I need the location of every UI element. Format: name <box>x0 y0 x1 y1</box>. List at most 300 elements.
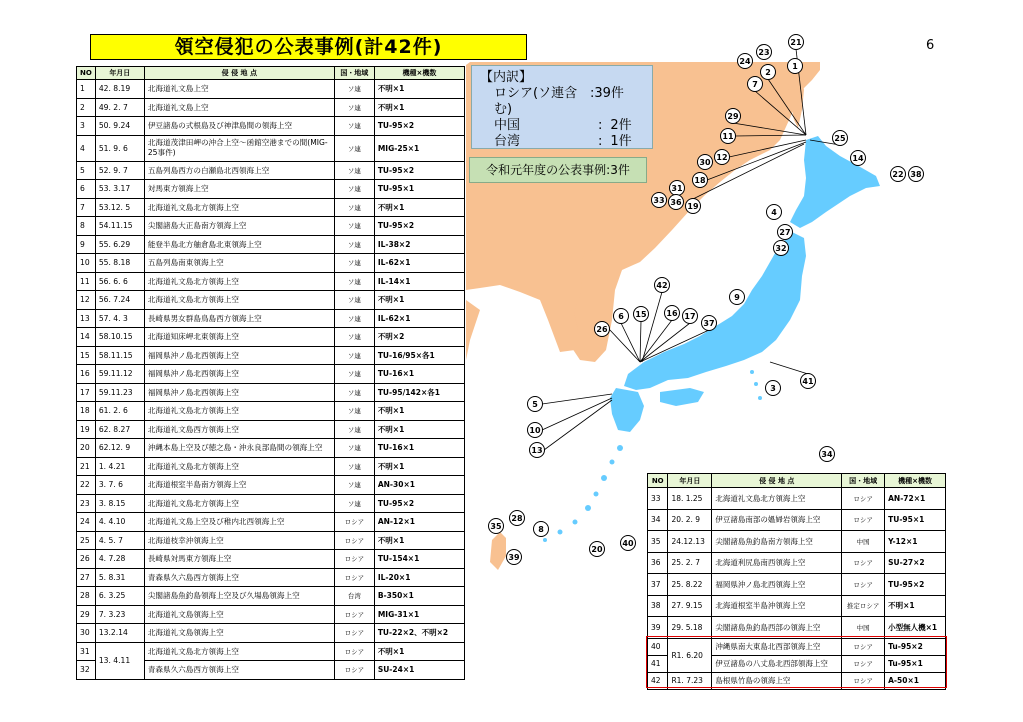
cell-place: 北海道礼文島領海上空 <box>144 605 334 624</box>
cell-place: 北海道礼文島北方領海上空 <box>144 457 334 476</box>
hokkaido <box>790 136 880 228</box>
marker-label: 26 <box>596 325 608 334</box>
cell-no: 13 <box>77 309 96 328</box>
cell-aircraft: IL-62×1 <box>374 254 464 273</box>
cell-place: 北海道茂津田岬の沖合上空～函館空港までの間(MIG-25事件) <box>144 135 334 161</box>
breakdown-count: 1件 <box>610 134 632 149</box>
marker-label: 18 <box>694 176 706 185</box>
cell-aircraft: IL-62×1 <box>374 309 464 328</box>
cell-country: ソ連 <box>334 457 374 476</box>
cell-no: 2 <box>77 98 96 117</box>
table-row <box>77 272 465 291</box>
cell-place: 伊豆諸島南部の媼婦岩領海上空 <box>712 509 842 531</box>
marker-label: 3 <box>770 384 776 393</box>
cell-date: 3. 7. 6 <box>95 476 144 495</box>
cell-no: 40 <box>648 638 668 655</box>
breakdown-box <box>471 65 653 149</box>
breakdown-count: 39件 <box>594 86 624 101</box>
cell-date: 62. 8.27 <box>95 420 144 439</box>
table-row <box>648 574 946 596</box>
cell-country: 中国 <box>842 617 885 639</box>
cell-country: 推定ロシア <box>842 595 885 617</box>
cell-date: R1. 6.20 <box>668 638 712 672</box>
marker-label: 16 <box>666 309 678 318</box>
table-row <box>648 595 946 617</box>
marker-label: 37 <box>703 319 715 328</box>
cell-place: 北海道利尻島南西領海上空 <box>712 552 842 574</box>
cell-country: ロシア <box>842 488 885 510</box>
cell-no: 25 <box>77 531 96 550</box>
cell-date: 13. 4.11 <box>95 642 144 679</box>
table-row <box>77 309 465 328</box>
cell-place: 北海道礼文島上空 <box>144 98 334 117</box>
cell-aircraft: AN-30×1 <box>374 476 464 495</box>
cell-no: 20 <box>77 439 96 458</box>
cell-country: ロシア <box>334 624 374 643</box>
cell-place: 尖閣諸島魚釣島南方領海上空 <box>712 531 842 553</box>
table-row <box>77 531 465 550</box>
cell-aircraft: TU-22×2、不明×2 <box>374 624 464 643</box>
cell-place: 北海道礼文島領海上空 <box>144 624 334 643</box>
table-row <box>77 80 465 99</box>
table-row <box>648 638 946 655</box>
cell-country: ソ連 <box>334 80 374 99</box>
marker-label: 25 <box>834 134 846 143</box>
marker-label: 38 <box>910 170 922 179</box>
cell-date: 57. 4. 3 <box>95 309 144 328</box>
cell-aircraft: 不明×1 <box>885 595 946 617</box>
marker-label: 9 <box>734 293 740 302</box>
marker-label: 12 <box>716 153 728 162</box>
marker-label: 33 <box>653 196 665 205</box>
cell-date: 13.2.14 <box>95 624 144 643</box>
table-row <box>648 552 946 574</box>
cell-aircraft: IL-38×2 <box>374 235 464 254</box>
marker-label: 39 <box>508 553 520 562</box>
cell-aircraft: 不明×1 <box>374 80 464 99</box>
cell-no: 14 <box>77 328 96 347</box>
header-no: NO <box>77 67 96 80</box>
page-title: 領空侵犯の公表事例(計42件) <box>90 34 527 60</box>
honshu <box>624 232 806 390</box>
cell-country: ソ連 <box>334 346 374 365</box>
cell-no: 35 <box>648 531 668 553</box>
cell-place: 尖閣諸島魚釣島領海上空及び久場島領海上空 <box>144 587 334 606</box>
marker-label: 4 <box>771 208 777 217</box>
cell-aircraft: MIG-31×1 <box>374 605 464 624</box>
table-row <box>77 346 465 365</box>
cell-place: 北海道枝幸沖領海上空 <box>144 531 334 550</box>
table-row <box>77 402 465 421</box>
cell-aircraft: TU-95×1 <box>885 509 946 531</box>
cell-country: ソ連 <box>334 439 374 458</box>
cell-place: 北海道礼文島北方領海上空 <box>144 198 334 217</box>
header-date: 年月日 <box>668 474 712 488</box>
marker-label: 32 <box>775 244 787 253</box>
cell-no: 18 <box>77 402 96 421</box>
cell-aircraft: Tu-95×2 <box>885 638 946 655</box>
cell-aircraft: SU-24×1 <box>374 661 464 680</box>
cell-place: 青森県久六島西方領海上空 <box>144 661 334 680</box>
breakdown-sep: : <box>598 118 603 133</box>
table-row <box>77 476 465 495</box>
table-row <box>77 217 465 236</box>
cell-place: 福岡県沖ノ島北西領海上空 <box>144 383 334 402</box>
marker-label: 27 <box>779 228 791 237</box>
cell-aircraft: TU-95×2 <box>374 217 464 236</box>
marker-label: 19 <box>687 202 699 211</box>
cell-place: 北海道礼文島北方領海上空 <box>144 642 334 661</box>
cell-no: 19 <box>77 420 96 439</box>
cell-no: 31 <box>77 642 96 661</box>
marker-label: 42 <box>656 281 668 290</box>
cell-place: 北海道礼文島北方領海上空 <box>144 402 334 421</box>
cell-country: ソ連 <box>334 291 374 310</box>
reiwa-note: 令和元年度の公表事例:3件 <box>469 157 647 183</box>
cell-no: 21 <box>77 457 96 476</box>
marker-label: 17 <box>684 312 696 321</box>
cell-date: 52. 9. 7 <box>95 161 144 180</box>
cell-place: 福岡県沖ノ島北西領海上空 <box>144 346 334 365</box>
cell-country: ソ連 <box>334 254 374 273</box>
cell-place: 沖縄県南大東島北西部領海上空 <box>712 638 842 655</box>
table-row <box>77 180 465 199</box>
marker-label: 24 <box>739 57 751 66</box>
cell-aircraft: 不明×1 <box>374 420 464 439</box>
cell-no: 37 <box>648 574 668 596</box>
incident-table-right <box>647 473 946 690</box>
cell-place: 長崎県対馬東方領海上空 <box>144 550 334 569</box>
cell-place: 北海道根室半島沖領海上空 <box>712 595 842 617</box>
cell-place: 北海道礼文島北方領海上空 <box>144 494 334 513</box>
cell-aircraft: TU-16×1 <box>374 365 464 384</box>
marker-label: 13 <box>531 446 543 455</box>
header-date: 年月日 <box>95 67 144 80</box>
cell-aircraft: IL-14×1 <box>374 272 464 291</box>
cell-place: 北海道知床岬北東領海上空 <box>144 328 334 347</box>
table-row <box>77 494 465 513</box>
cell-aircraft: 不明×2 <box>374 328 464 347</box>
cell-date: 1. 4.21 <box>95 457 144 476</box>
cell-no: 30 <box>77 624 96 643</box>
cell-aircraft: AN-72×1 <box>885 488 946 510</box>
cell-country: ロシア <box>842 509 885 531</box>
cell-place: 伊豆諸島の式根島及び神津島間の領海上空 <box>144 117 334 136</box>
cell-date: 18. 1.25 <box>668 488 712 510</box>
cell-no: 28 <box>77 587 96 606</box>
table-row <box>77 513 465 532</box>
cell-no: 33 <box>648 488 668 510</box>
marker-label: 5 <box>532 400 538 409</box>
table-row <box>648 488 946 510</box>
cell-country: ロシア <box>842 638 885 655</box>
header-no: NO <box>648 474 668 488</box>
cell-country: ロシア <box>334 531 374 550</box>
table-row <box>648 509 946 531</box>
cell-no: 10 <box>77 254 96 273</box>
cell-no: 26 <box>77 550 96 569</box>
table-header-row <box>648 474 946 488</box>
cell-country: ソ連 <box>334 180 374 199</box>
table-row <box>77 98 465 117</box>
marker-label: 15 <box>635 310 647 319</box>
cell-date: 53.12. 5 <box>95 198 144 217</box>
breakdown-label: ロシア(ソ連含む) <box>494 86 578 117</box>
breakdown-heading: 【内訳】 <box>480 70 533 85</box>
breakdown-row-china <box>480 118 644 134</box>
cell-place: 北海道礼文島北方領海上空 <box>144 272 334 291</box>
cell-no: 41 <box>648 655 668 672</box>
cell-no: 17 <box>77 383 96 402</box>
cell-date: 54.11.15 <box>95 217 144 236</box>
marker-label: 14 <box>852 154 864 163</box>
header-place: 侵 侵 地 点 <box>144 67 334 80</box>
breakdown-label: 中国 <box>494 118 521 133</box>
cell-date: R1. 7.23 <box>668 672 712 689</box>
cell-no: 15 <box>77 346 96 365</box>
table-row <box>648 531 946 553</box>
cell-aircraft: A-50×1 <box>885 672 946 689</box>
cell-place: 北海道礼文島北方領海上空 <box>144 291 334 310</box>
cell-date: 25. 2. 7 <box>668 552 712 574</box>
marker-label: 41 <box>802 377 814 386</box>
cell-country: ソ連 <box>334 161 374 180</box>
cell-aircraft: TU-95×1 <box>374 180 464 199</box>
table-row <box>77 439 465 458</box>
cell-aircraft: Y-12×1 <box>885 531 946 553</box>
breakdown-row-russia <box>480 86 644 118</box>
breakdown-sep: : <box>590 86 595 101</box>
cell-aircraft: TU-95×2 <box>374 161 464 180</box>
cell-no: 7 <box>77 198 96 217</box>
cell-date: 6. 3.25 <box>95 587 144 606</box>
cell-no: 36 <box>648 552 668 574</box>
cell-no: 22 <box>77 476 96 495</box>
cell-date: 20. 2. 9 <box>668 509 712 531</box>
cell-place: 五島列島西方の白瀬島北西領海上空 <box>144 161 334 180</box>
cell-date: 27. 9.15 <box>668 595 712 617</box>
table-row <box>77 235 465 254</box>
cell-no: 3 <box>77 117 96 136</box>
cell-place: 尖閣諸島大正島南方領海上空 <box>144 217 334 236</box>
cell-date: 4. 4.10 <box>95 513 144 532</box>
table-row <box>77 254 465 273</box>
header-country: 国・地域 <box>334 67 374 80</box>
cell-aircraft: Tu-95×1 <box>885 655 946 672</box>
cell-no: 4 <box>77 135 96 161</box>
table-row <box>77 457 465 476</box>
cell-aircraft: TU-95/142×各1 <box>374 383 464 402</box>
marker-label: 7 <box>752 80 758 89</box>
cell-date: 5. 8.31 <box>95 568 144 587</box>
cell-place: 北海道礼文島西方領海上空 <box>144 420 334 439</box>
cell-date: 50. 9.24 <box>95 117 144 136</box>
cell-aircraft: TU-154×1 <box>374 550 464 569</box>
marker-label: 11 <box>722 132 734 141</box>
cell-date: 56. 6. 6 <box>95 272 144 291</box>
cell-no: 32 <box>77 661 96 680</box>
cell-aircraft: TU-95×2 <box>885 574 946 596</box>
cell-date: 58.10.15 <box>95 328 144 347</box>
table-header-row <box>77 67 465 80</box>
cell-place: 福岡県沖ノ島北西領海上空 <box>144 365 334 384</box>
table-row <box>77 365 465 384</box>
cell-date: 4. 5. 7 <box>95 531 144 550</box>
header-aircraft: 機種×機数 <box>885 474 946 488</box>
cell-no: 16 <box>77 365 96 384</box>
cell-country: ロシア <box>842 552 885 574</box>
cell-country: ソ連 <box>334 309 374 328</box>
cell-date: 58.11.15 <box>95 346 144 365</box>
cell-date: 59.11.23 <box>95 383 144 402</box>
table-row <box>77 135 465 161</box>
table-row <box>77 291 465 310</box>
table-row <box>77 198 465 217</box>
cell-place: 能登半島北方舳倉島北東領海上空 <box>144 235 334 254</box>
cell-no: 29 <box>77 605 96 624</box>
cell-aircraft: 不明×1 <box>374 198 464 217</box>
cell-place: 長崎県男女群島鳥島西方領海上空 <box>144 309 334 328</box>
ryukyu-islands <box>543 445 623 542</box>
marker-label: 10 <box>529 426 541 435</box>
cell-no: 6 <box>77 180 96 199</box>
cell-date: 42. 8.19 <box>95 80 144 99</box>
breakdown-row-taiwan <box>480 134 644 150</box>
cell-country: ロシア <box>334 661 374 680</box>
cell-no: 11 <box>77 272 96 291</box>
cell-date: 25. 8.22 <box>668 574 712 596</box>
breakdown-sep: : <box>598 134 603 149</box>
breakdown-count: 2件 <box>610 118 632 133</box>
cell-date: 51. 9. 6 <box>95 135 144 161</box>
cell-no: 24 <box>77 513 96 532</box>
cell-country: ロシア <box>842 672 885 689</box>
marker-label: 34 <box>821 450 833 459</box>
cell-no: 12 <box>77 291 96 310</box>
cell-country: ロシア <box>334 605 374 624</box>
cell-country: ソ連 <box>334 98 374 117</box>
taiwan <box>490 532 506 570</box>
marker-label: 31 <box>671 184 683 193</box>
cell-place: 青森県久六島西方領海上空 <box>144 568 334 587</box>
marker-label: 20 <box>591 545 603 554</box>
cell-aircraft: B-350×1 <box>374 587 464 606</box>
marker-label: 21 <box>790 38 802 47</box>
cell-date: 56. 7.24 <box>95 291 144 310</box>
cell-country: ソ連 <box>334 383 374 402</box>
cell-country: ソ連 <box>334 402 374 421</box>
cell-date: 24.12.13 <box>668 531 712 553</box>
cell-no: 39 <box>648 617 668 639</box>
table-row <box>77 642 465 661</box>
marker-label: 40 <box>622 539 634 548</box>
cell-country: 中国 <box>842 531 885 553</box>
marker-label: 35 <box>490 522 502 531</box>
marker-label: 8 <box>538 525 544 534</box>
cell-place: 北海道礼文島上空及び稚内北西領海上空 <box>144 513 334 532</box>
cell-country: ソ連 <box>334 476 374 495</box>
cell-country: 台湾 <box>334 587 374 606</box>
cell-no: 34 <box>648 509 668 531</box>
cell-country: ソ連 <box>334 235 374 254</box>
cell-date: 4. 7.28 <box>95 550 144 569</box>
cell-country: ロシア <box>334 550 374 569</box>
marker-label: 30 <box>699 158 711 167</box>
cell-date: 55. 8.18 <box>95 254 144 273</box>
cell-date: 62.12. 9 <box>95 439 144 458</box>
table-row <box>77 383 465 402</box>
breakdown-label: 台湾 <box>494 134 521 149</box>
cell-aircraft: TU-16/95×各1 <box>374 346 464 365</box>
marker-label: 22 <box>892 170 904 179</box>
cell-aircraft: 不明×1 <box>374 291 464 310</box>
cell-date: 3. 8.15 <box>95 494 144 513</box>
cell-country: ソ連 <box>334 217 374 236</box>
cell-no: 27 <box>77 568 96 587</box>
cell-date: 59.11.12 <box>95 365 144 384</box>
cell-aircraft: 不明×1 <box>374 402 464 421</box>
cell-no: 8 <box>77 217 96 236</box>
south-china <box>466 300 480 360</box>
cell-place: 伊豆諸島の八丈島北西部領海上空 <box>712 655 842 672</box>
cell-place: 沖縄本島上空及び徳之島・沖永良部島間の領海上空 <box>144 439 334 458</box>
cell-country: ソ連 <box>334 135 374 161</box>
cell-no: 38 <box>648 595 668 617</box>
cell-date: 49. 2. 7 <box>95 98 144 117</box>
table-row <box>77 624 465 643</box>
marker-label: 6 <box>618 312 624 321</box>
table-row <box>77 161 465 180</box>
cell-aircraft: SU-27×2 <box>885 552 946 574</box>
table-row <box>77 328 465 347</box>
cell-country: ソ連 <box>334 198 374 217</box>
cell-aircraft: 不明×1 <box>374 98 464 117</box>
cell-country: ロシア <box>842 655 885 672</box>
cell-place: 福岡県沖ノ島北西領海上空 <box>712 574 842 596</box>
marker-label: 29 <box>727 112 739 121</box>
cell-country: ロシア <box>334 568 374 587</box>
cell-aircraft: 不明×1 <box>374 457 464 476</box>
cell-country: ソ連 <box>334 420 374 439</box>
marker-label: 1 <box>792 62 798 71</box>
marker-label: 28 <box>511 514 523 523</box>
incident-table-left <box>76 66 465 680</box>
table-row <box>77 420 465 439</box>
izu-islands <box>750 370 762 400</box>
cell-place: 尖閣諸島魚釣島西部の領海上空 <box>712 617 842 639</box>
cell-date: 61. 2. 6 <box>95 402 144 421</box>
cell-place: 島根県竹島の領海上空 <box>712 672 842 689</box>
marker-label: 23 <box>758 48 770 57</box>
cell-date: 55. 6.29 <box>95 235 144 254</box>
cell-aircraft: 不明×1 <box>374 642 464 661</box>
cell-country: ソ連 <box>334 117 374 136</box>
cell-no: 42 <box>648 672 668 689</box>
cell-place: 対馬東方領海上空 <box>144 180 334 199</box>
cell-country: ロシア <box>842 574 885 596</box>
cell-aircraft: 不明×1 <box>374 531 464 550</box>
cell-aircraft: MIG-25×1 <box>374 135 464 161</box>
shikoku <box>660 388 704 406</box>
cell-place: 五島列島南東領海上空 <box>144 254 334 273</box>
cell-country: ソ連 <box>334 365 374 384</box>
cell-country: ソ連 <box>334 272 374 291</box>
cell-place: 北海道根室半島南方領海上空 <box>144 476 334 495</box>
header-aircraft: 機種×機数 <box>374 67 464 80</box>
cell-no: 23 <box>77 494 96 513</box>
cell-aircraft: TU-95×2 <box>374 117 464 136</box>
cell-country: ロシア <box>334 513 374 532</box>
